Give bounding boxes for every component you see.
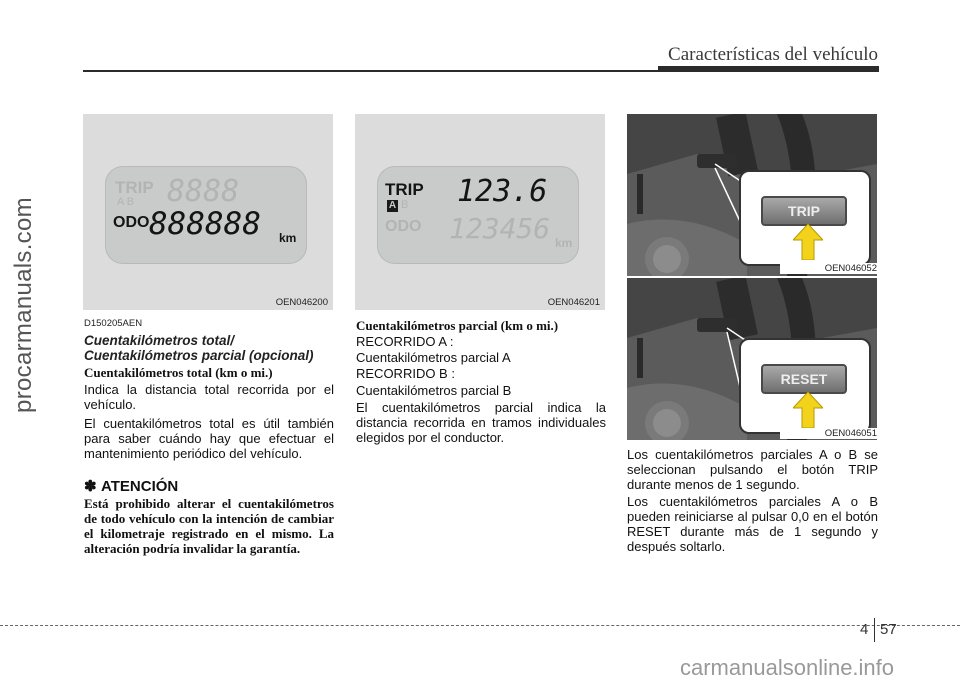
callout-bubble [739,170,871,266]
paragraph-total-odometer-use: El cuentakilómetros total es útil también para saber cuándo hay que efectuar el mantenimiento periódico del vehículo. [84,416,334,461]
figure-trip-button-photo [627,114,877,276]
section-heading-line1: Cuentakilómetros total/ [84,333,235,348]
lcd-odo-ghost-digits: 123456 [449,212,551,245]
trip-button-label: TRIP [788,203,820,219]
lcd-display [105,166,307,264]
lcd-display [377,166,579,264]
figure-odometer [83,114,333,310]
lcd-odo-label: ODO [113,214,150,231]
lcd-a-indicator [387,200,398,212]
subheading-total-odometer: Cuentakilómetros total (km o mi.) [84,365,273,380]
footer-rule [0,625,960,626]
figure-caption: OEN046201 [547,297,600,308]
lcd-unit: km [279,231,297,245]
lcd-trip-ghost-digits: 8888 [167,174,240,209]
page-header-title: Características del vehículo [668,44,878,65]
lcd-trip-value: 123.6 [457,174,548,209]
trip-b-label: RECORRIDO B : [356,366,455,381]
figure-caption: OEN046051 [780,428,879,439]
caution-heading [84,477,178,496]
figure-caption: OEN046200 [275,297,328,308]
section-code: D150205AEN [84,318,143,329]
subheading-trip-odometer: Cuentakilómetros parcial (km o mi.) [356,318,559,333]
reset-button[interactable] [761,364,847,394]
reset-button-label: RESET [780,371,828,387]
section-heading-line2: Cuentakilómetros parcial (opcional) [84,348,314,363]
figure-trip-display [355,114,605,310]
lcd-trip-label: TRIP [115,178,154,197]
paragraph-total-odometer: Indica la distancia total recorrida por el vehículo. [84,382,334,412]
trip-button[interactable] [761,196,847,226]
lcd-unit: km [555,236,573,250]
side-watermark: procarmanuals.com [10,197,37,413]
lcd-odo-value: 888888 [149,206,261,242]
figure-reset-button-photo [627,278,877,440]
arrow-up-icon [793,392,823,428]
caution-icon: ✽ [84,478,97,495]
figure-caption: OEN046052 [780,263,879,274]
lcd-a-label: A [388,200,397,211]
paragraph-trip-select: Los cuentakilómetros parciales A o B se seleccionan pulsando el botón TRIP durante menos de 1 segundo. [627,447,878,492]
trip-a-description: Cuentakilómetros parcial A [356,350,511,365]
paragraph-trip-odometer: El cuentakilómetros parcial indica la distancia recorrida en tramos individuales elegidos por el conductor. [356,400,606,445]
page-number-separator [874,618,875,642]
trip-b-description: Cuentakilómetros parcial B [356,383,512,398]
trip-a-label: RECORRIDO A : [356,334,454,349]
caution-text: Está prohibido alterar el cuentakilómetros de todo vehículo con la intención de cambiar el kilometraje registrado en el mismo. La alteración podría invalidar la garantía. [84,496,334,556]
footer-watermark: carmanualsonline.info [680,655,895,680]
arrow-up-icon [793,224,823,260]
paragraph-trip-reset: Los cuentakilómetros parciales A o B pueden reiniciarse al pulsar 0,0 en el botón RESET durante más de 1 segundo y después soltarlo. [627,494,878,554]
header-tab-bar [658,66,879,72]
page-number: 57 [880,621,897,638]
lcd-trip-label: TRIP [385,180,424,199]
caution-title: ATENCIÓN [101,478,179,495]
section-number: 4 [860,621,869,638]
lcd-odo-label: ODO [385,218,422,235]
callout-bubble [739,338,871,434]
lcd-ab-label: A B [117,196,135,208]
lcd-b-label: B [401,199,409,211]
